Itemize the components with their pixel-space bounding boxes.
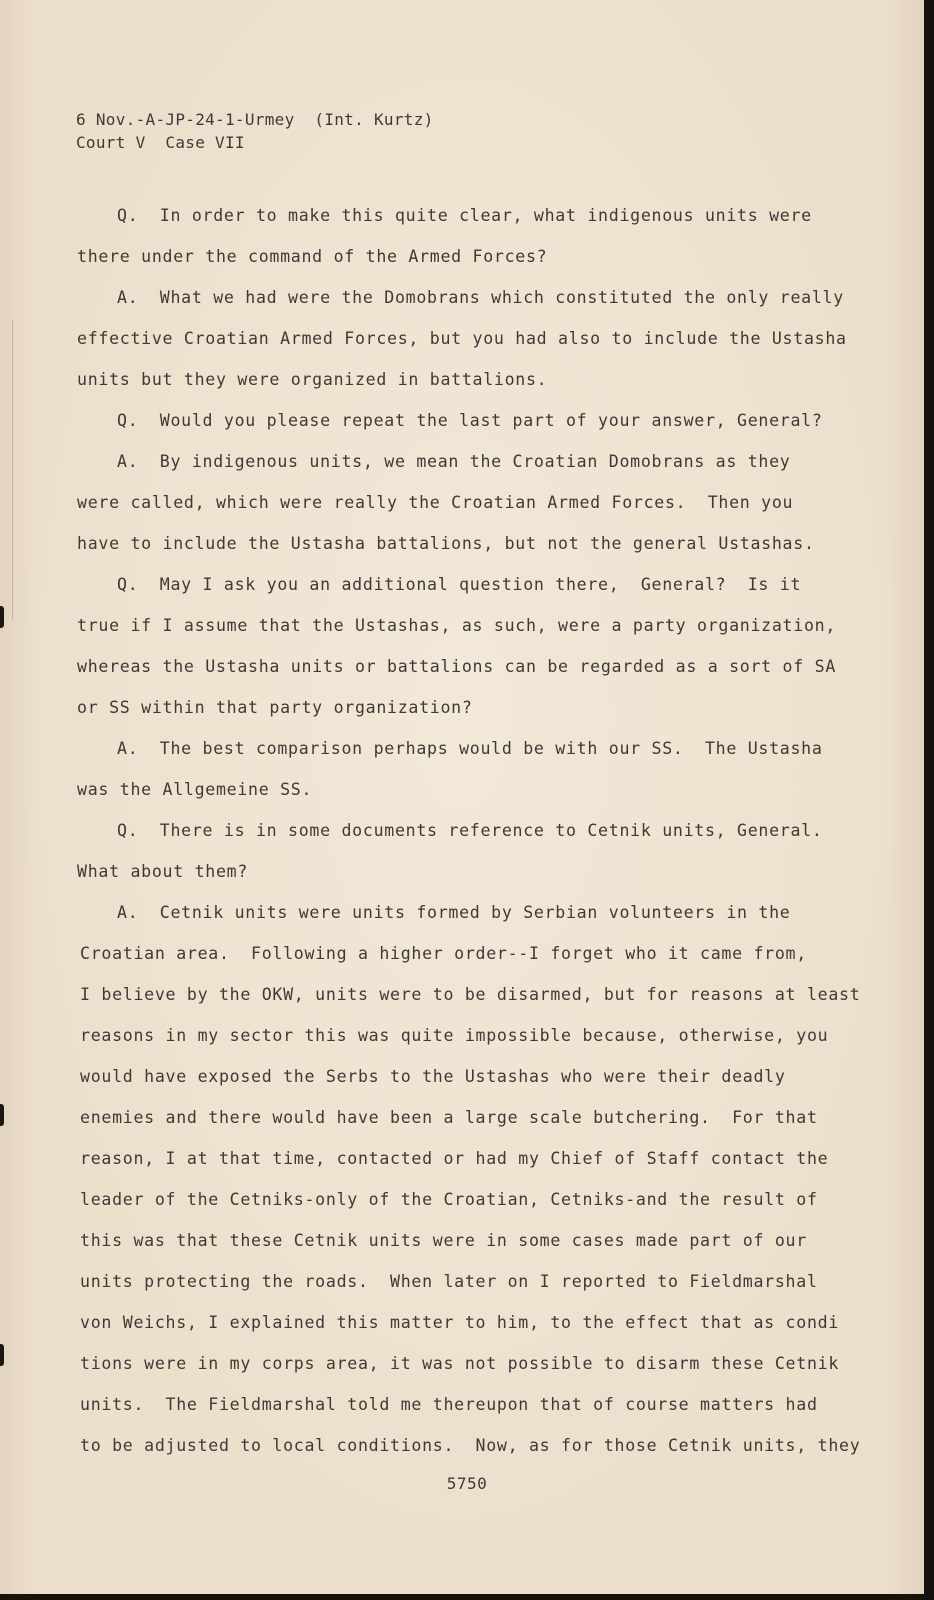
transcript-line: Q. In order to make this quite clear, what indigenous units were [117, 206, 812, 225]
transcript-line: A. The best comparison perhaps would be with our SS. The Ustasha [117, 739, 823, 758]
transcript-line: Q. Would you please repeat the last part of your answer, General? [117, 411, 823, 430]
transcript-line: What about them? [77, 862, 249, 881]
transcript-line: there under the command of the Armed Forces? [77, 247, 548, 266]
header-session-line: 6 Nov.-A-JP-24-1-Urmey (Int. Kurtz) [76, 110, 434, 129]
transcript-line: von Weichs, I explained this matter to him, to the effect that as condi [80, 1313, 840, 1332]
transcript-line: this was that these Cetnik units were in some cases made part of our [80, 1231, 807, 1250]
transcript-line: reason, I at that time, contacted or had my Chief of Staff contact the [80, 1149, 829, 1168]
transcript-line: units. The Fieldmarshal told me thereupon that of course matters had [80, 1395, 818, 1414]
transcript-line: enemies and there would have been a large scale butchering. For that [80, 1108, 818, 1127]
transcript-line: A. Cetnik units were units formed by Serbian volunteers in the [117, 903, 791, 922]
transcript-line: units protecting the roads. When later on I reported to Fieldmarshal [80, 1272, 818, 1291]
transcript-line: or SS within that party organization? [77, 698, 473, 717]
transcript-line: effective Croatian Armed Forces, but you had also to include the Ustasha [77, 329, 847, 348]
transcript-line: true if I assume that the Ustashas, as such, were a party organization, [77, 616, 837, 635]
transcript-line: would have exposed the Serbs to the Ustashas who were their deadly [80, 1067, 786, 1086]
transcript-line: was the Allgemeine SS. [77, 780, 313, 799]
transcript-line: tions were in my corps area, it was not possible to disarm these Cetnik [80, 1354, 840, 1373]
transcript-line: units but they were organized in battalions. [77, 370, 548, 389]
transcript-line: Q. May I ask you an additional question there, General? Is it [117, 575, 802, 594]
transcript-line: were called, which were really the Croatian Armed Forces. Then you [77, 493, 794, 512]
page-number: 5750 [446, 1474, 488, 1493]
transcript-line: whereas the Ustasha units or battalions can be regarded as a sort of SA [77, 657, 837, 676]
transcript-line: A. By indigenous units, we mean the Croatian Domobrans as they [117, 452, 791, 471]
transcript-line: reasons in my sector this was quite impossible because, otherwise, you [80, 1026, 829, 1045]
transcript-line: I believe by the OKW, units were to be disarmed, but for reasons at least [80, 985, 861, 1004]
transcript-line: leader of the Cetniks-only of the Croatian, Cetniks-and the result of [80, 1190, 818, 1209]
transcript-line: Q. There is in some documents reference to Cetnik units, General. [117, 821, 823, 840]
transcript-line: A. What we had were the Domobrans which constituted the only really [117, 288, 844, 307]
header-court-line: Court V Case VII [76, 133, 245, 152]
transcript-line: to be adjusted to local conditions. Now, as for those Cetnik units, they [80, 1436, 861, 1455]
transcript-line: have to include the Ustasha battalions, but not the general Ustashas. [77, 534, 815, 553]
transcript-line: Croatian area. Following a higher order--I forget who it came from, [80, 944, 807, 963]
